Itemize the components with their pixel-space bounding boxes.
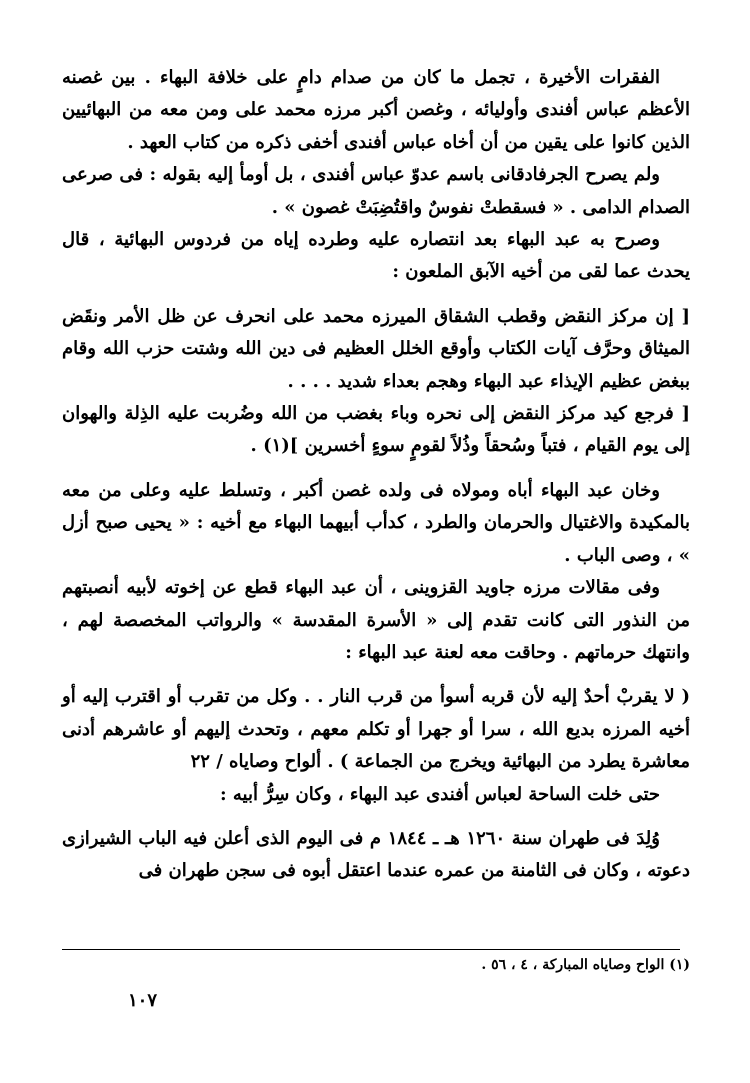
footnote-divider — [62, 949, 680, 950]
paragraph: ولم يصرح الجرفادقانى باسم عدوّ عباس أفندى ، بل أومأ إليه بقوله : فى صرعى الصدام الدامى . « فسقطتْ نفوسٌ واقتُضِبَتْ غصون » . — [62, 164, 690, 218]
quoted-paragraph: [ إن مركز النقض وقطب الشقاق الميرزه محمد على انحرف عن ظل الأمر ونقَض الميثاق وحرَّف آيات الكتاب وأوقع الخلل العظيم فى دين الله وشتت حزب الله وقام ببغض عظيم الإيذاء عبد البهاء وهجم بعداء شديد . . . . — [62, 305, 690, 392]
paragraph: الفقرات الأخيرة ، تجمل ما كان من صدام دامٍ على خلافة البهاء . بين غصنه الأعظم عباس أفندى وأوليائه ، وغصن أكبر مرزه محمد على ومن معه من البهائيين الذين كانوا على يقين من أن أخاه عباس أفندى أخفى ذكره من كتاب العهد . — [62, 67, 690, 153]
body-text — [62, 62, 690, 888]
paragraph: وُلِدَ فى طهران سنة ١٢٦٠ هـ ـ ١٨٤٤ م فى اليوم الذى أعلن فيه الباب الشيرازى دعوته ، وكان فى الثامنة من عمره عندما اعتقل أبوه فى سجن طهران فى — [62, 827, 690, 882]
page-number: ١٠٧ — [128, 990, 158, 1011]
paragraph: حتى خلت الساحة لعباس أفندى عبد البهاء ، وكان سِرُّ أبيه : — [220, 783, 660, 805]
quoted-paragraph: ( لا يقربْ أحدٌ إليه لأن قربه أسوأ من قرب النار . . وكل من تقرب أو اقترب إليه أو أخيه المرزه بديع الله ، سرا أو جهرا أو تكلم معهم ، وتحدث إليهم أو عاشرهم أدنى معاشرة يطرد من البهائية ويخرج من الجماعة ) . ألواح وصاياه / ٢٢ — [62, 686, 690, 773]
quoted-paragraph: [ فرجع كيد مركز النقض إلى نحره وباء بغضب من الله وضُربت عليه الذِلة والهوان إلى يوم القيام ، فتباً وسُحقاً وذُلاً لقومٍ سوءٍ أخسرين ](١) . — [62, 403, 690, 457]
paragraph: وصرح به عبد البهاء بعد انتصاره عليه وطرده إياه من فردوس البهائية ، قال يحدث عما لقى من أخيه الآبق الملعون : — [62, 229, 690, 283]
paragraph: وخان عبد البهاء أباه ومولاه فى ولده غصن أكبر ، وتسلط عليه وعلى من معه بالمكيدة والاغتيال والحرمان والطرد ، كدأب أبيهما البهاء مع أخيه : « يحيى صبح أزل » ، وصى الباب . — [62, 479, 690, 566]
footnote: (١) الواح وصاياه المباركة ، ٤ ، ٥٦ . — [481, 957, 690, 973]
paragraph: وفى مقالات مرزه جاويد القزوينى ، أن عبد البهاء قطع عن إخوته لأبيه أنصبتهم من النذور التى كانت تقدم إلى « الأسرة المقدسة » والرواتب المخصصة لهم ، وانتهك حرماتهم . وحاقت معه لعنة عبد البهاء : — [62, 577, 690, 663]
